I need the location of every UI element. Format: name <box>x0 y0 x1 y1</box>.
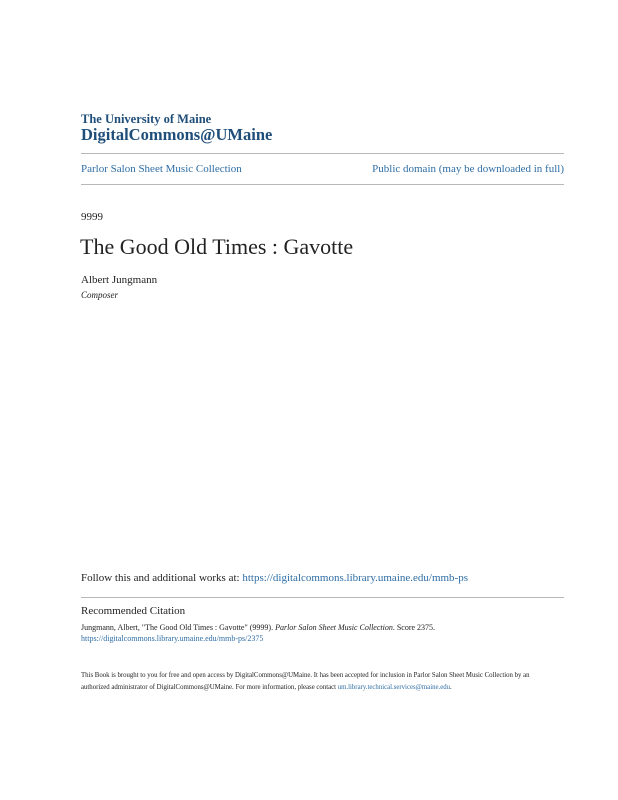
contact-email-link[interactable]: um.library.technical.services@maine.edu <box>337 684 451 691</box>
citation-divider <box>81 597 564 598</box>
follow-label: Follow this and additional works at: <box>81 572 243 584</box>
notice-text: This Book is brought to you for free and open access by DigitalCommons@UMaine. It has been accepted for inclusion in Parlor Salon Sheet Music Collection by an authorized administrator of DigitalCommons@UMaine. For more information, please contact <box>81 672 530 691</box>
citation-collection: Parlor Salon Sheet Music Collection <box>275 623 393 632</box>
publication-year: 9999 <box>81 211 103 223</box>
collection-link[interactable]: Parlor Salon Sheet Music Collection <box>81 163 242 175</box>
citation-end: . Score 2375. <box>392 623 436 632</box>
notice-end: . <box>450 684 452 691</box>
access-notice <box>81 670 551 694</box>
citation-heading: Recommended Citation <box>81 605 186 617</box>
citation-text <box>81 622 561 644</box>
citation-url-link[interactable]: https://digitalcommons.library.umaine.edu/mmb-ps/2375 <box>81 634 264 643</box>
repository-name[interactable]: DigitalCommons@UMaine <box>81 125 273 144</box>
author-name: Albert Jungmann <box>81 274 158 286</box>
rights-statement-link[interactable]: Public domain (may be downloaded in full) <box>372 163 564 175</box>
meta-divider <box>81 184 564 185</box>
university-name: The University of Maine <box>81 112 212 126</box>
citation-start: Jungmann, Albert, "The Good Old Times : Gavotte" (9999). <box>81 623 276 632</box>
top-divider <box>81 153 564 154</box>
author-role: Composer <box>81 290 119 300</box>
work-title: The Good Old Times : Gavotte <box>80 234 354 259</box>
follow-line <box>81 572 468 584</box>
follow-url-link[interactable]: https://digitalcommons.library.umaine.edu/mmb-ps <box>242 572 468 584</box>
